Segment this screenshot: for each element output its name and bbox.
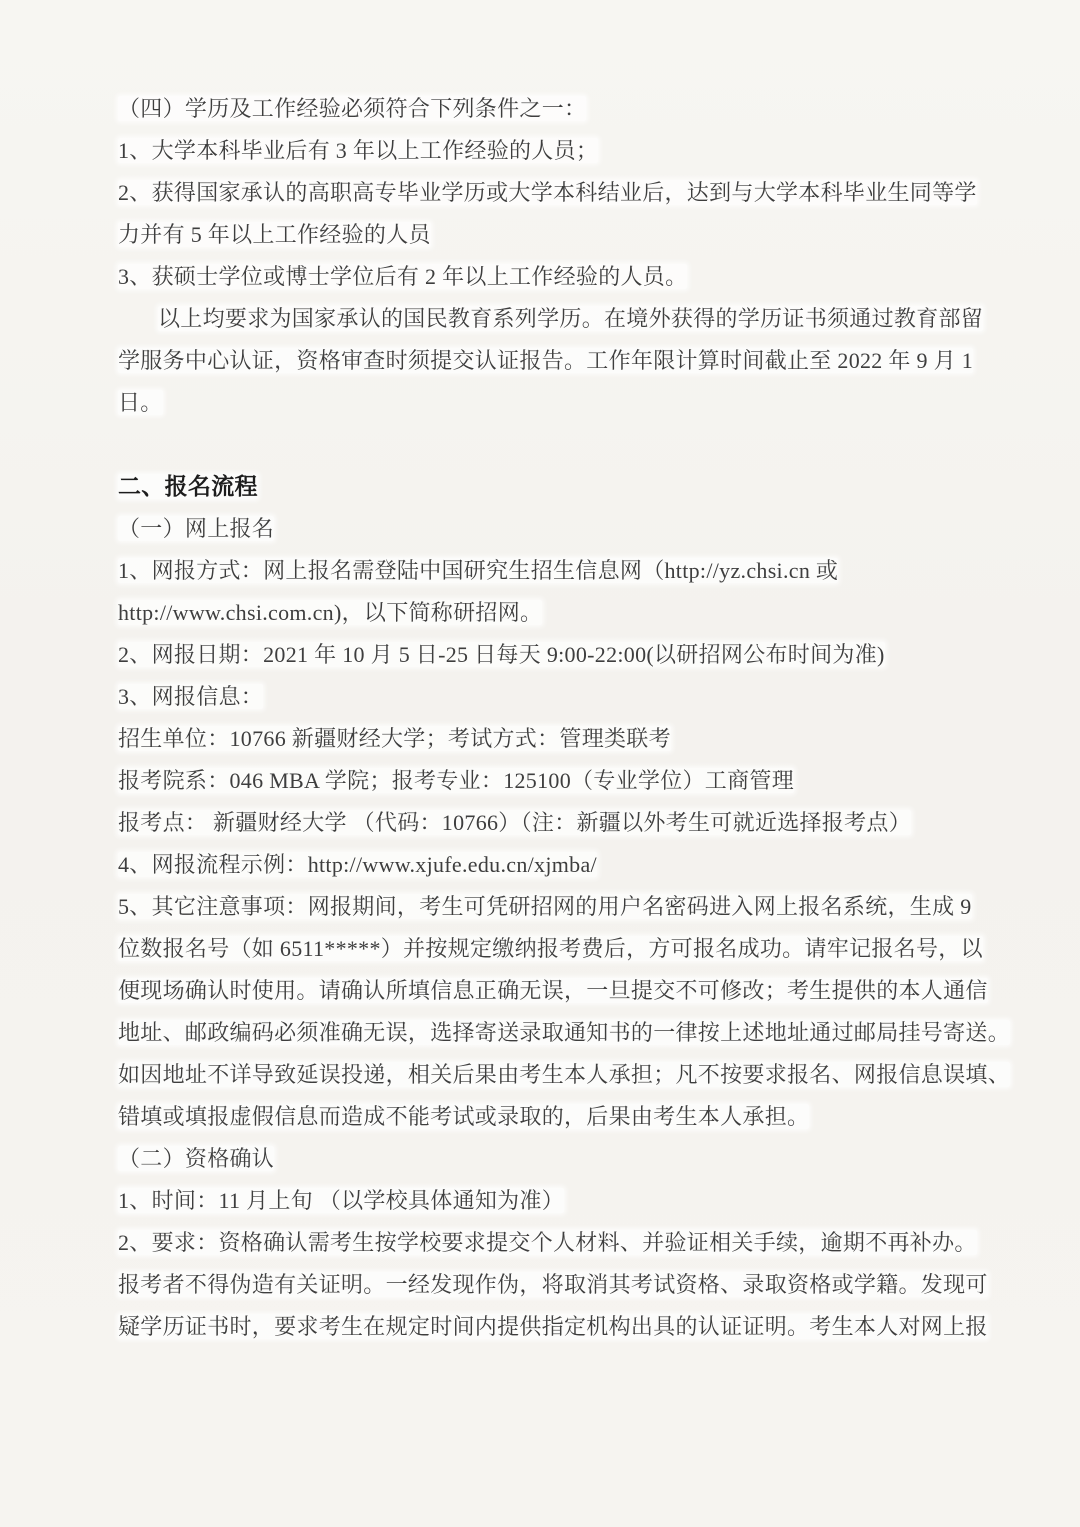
text-line xyxy=(118,1180,966,1222)
section-heading xyxy=(118,466,966,508)
text-line xyxy=(118,1012,1011,1054)
text-line xyxy=(118,130,966,172)
text-line xyxy=(118,592,966,634)
text-line-content: 学服务中心认证，资格审查时须提交认证报告。工作年限计算时间截止至 2022 年 9 月 1 xyxy=(118,348,974,373)
text-line xyxy=(118,970,988,1012)
text-line-content: 招生单位：10766 新疆财经大学；考试方式：管理类联考 xyxy=(118,726,671,751)
text-line-content: 地址、邮政编码必须准确无误，选择寄送录取通知书的一律按上述地址通过邮局挂号寄送。 xyxy=(118,1020,1011,1045)
text-line xyxy=(118,340,974,382)
text-line xyxy=(118,88,966,130)
text-line-content: 日。 xyxy=(118,390,163,415)
text-line xyxy=(118,508,966,550)
text-line xyxy=(118,172,977,214)
text-line-content: 1、时间：11 月上旬 （以学校具体通知为准） xyxy=(118,1188,565,1213)
text-line xyxy=(118,1138,966,1180)
text-line-content: 以上均要求为国家承认的国民教育系列学历。在境外获得的学历证书须通过教育部留 xyxy=(158,306,984,331)
text-line-content: 2、要求：资格确认需考生按学校要求提交个人材料、并验证相关手续，逾期不再补办。 xyxy=(118,1230,977,1255)
text-line-content: （四）学历及工作经验必须符合下列条件之一： xyxy=(118,96,587,121)
text-line xyxy=(118,298,984,340)
text-line xyxy=(118,256,966,298)
text-line-content: 报考点： 新疆财经大学 （代码：10766）（注：新疆以外考生可就近选择报考点） xyxy=(118,810,912,835)
text-line xyxy=(118,802,966,844)
text-line xyxy=(118,1264,988,1306)
text-line xyxy=(118,1054,1011,1096)
text-line-content: 4、网报流程示例：http://www.xjufe.edu.cn/xjmba/ xyxy=(118,852,597,877)
text-line-content: 力并有 5 年以上工作经验的人员 xyxy=(118,222,431,247)
text-line xyxy=(118,214,966,256)
text-line xyxy=(118,634,966,676)
text-line-content: 2、获得国家承认的高职高专毕业学历或大学本科结业后，达到与大学本科毕业生同等学 xyxy=(118,180,977,205)
text-line xyxy=(118,844,966,886)
document-body xyxy=(118,88,1011,1348)
text-line xyxy=(118,1096,966,1138)
text-line-content: 报考院系：046 MBA 学院；报考专业：125100（专业学位）工商管理 xyxy=(118,768,795,793)
text-line-content: 1、大学本科毕业后有 3 年以上工作经验的人员； xyxy=(118,138,599,163)
text-line xyxy=(118,760,966,802)
text-line-content: 位数报名号（如 6511*****）并按规定缴纳报考费后，方可报名成功。请牢记报名号，以 xyxy=(118,936,983,961)
text-line-content: 如因地址不详导致延误投递，相关后果由考生本人承担；凡不按要求报名、网报信息误填、 xyxy=(118,1062,1011,1087)
text-line-content: 二、报名流程 xyxy=(118,474,258,499)
text-line-content: 报考者不得伪造有关证明。一经发现作伪，将取消其考试资格、录取资格或学籍。发现可 xyxy=(118,1272,988,1297)
text-line-content: 1、网报方式：网上报名需登陆中国研究生招生信息网（http://yz.chsi.cn 或 xyxy=(118,558,839,583)
text-line xyxy=(118,1222,977,1264)
text-line xyxy=(118,718,966,760)
text-line-content: 5、其它注意事项：网报期间，考生可凭研招网的用户名密码进入网上报名系统，生成 9 xyxy=(118,894,972,919)
text-line-content: 疑学历证书时，要求考生在规定时间内提供指定机构出具的认证证明。考生本人对网上报 xyxy=(118,1314,988,1339)
text-line-content: 3、网报信息： xyxy=(118,684,264,709)
text-line xyxy=(118,382,966,424)
text-line-content: （一）网上报名 xyxy=(118,516,275,541)
text-line-content: http://www.chsi.com.cn)，以下简称研招网。 xyxy=(118,600,543,625)
text-line-content: 3、获硕士学位或博士学位后有 2 年以上工作经验的人员。 xyxy=(118,264,688,289)
text-line-content: 2、网报日期：2021 年 10 月 5 日-25 日每天 9:00-22:00(以研招网公布时间为准) xyxy=(118,642,885,667)
text-line xyxy=(118,886,972,928)
text-line-content: 错填或填报虚假信息而造成不能考试或录取的，后果由考生本人承担。 xyxy=(118,1104,810,1129)
text-line xyxy=(118,1306,988,1348)
text-line-content: 便现场确认时使用。请确认所填信息正确无误，一旦提交不可修改；考生提供的本人通信 xyxy=(118,978,988,1003)
text-line xyxy=(118,550,966,592)
text-line xyxy=(118,928,983,970)
text-line xyxy=(118,676,966,718)
text-line-content: （二）资格确认 xyxy=(118,1146,275,1171)
